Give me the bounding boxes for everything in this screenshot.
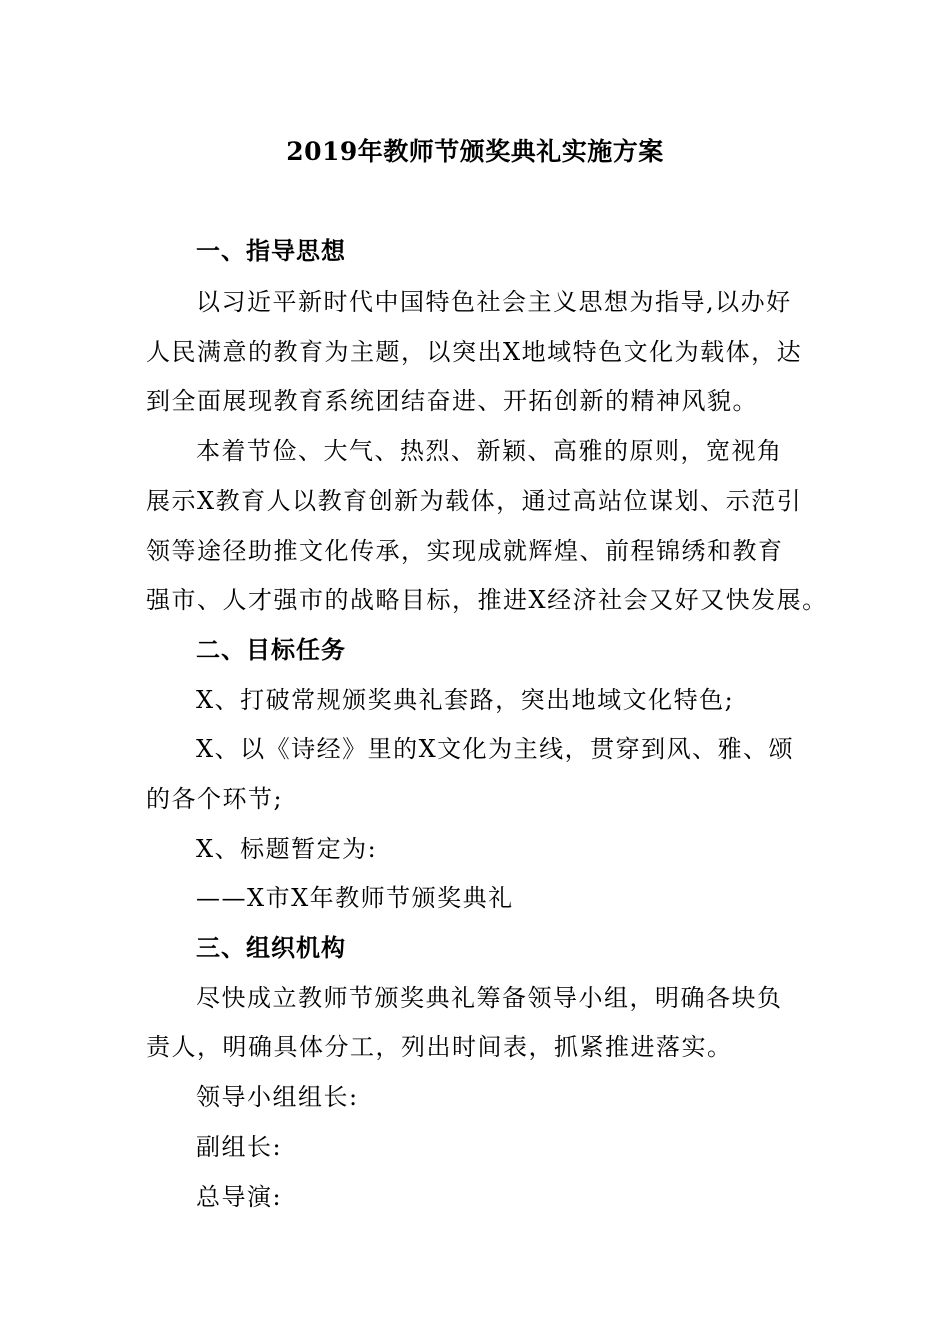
paragraph-line: ——X市X年教师节颁奖典礼 (196, 884, 514, 912)
paragraph-line: X、标题暂定为: (196, 835, 378, 863)
section-heading-organization: 三、组织机构 (196, 933, 346, 962)
paragraph-line: 总导演: (196, 1183, 283, 1211)
paragraph-line: 到全面展现教育系统团结奋进、开拓创新的精神风貌。 (146, 387, 758, 415)
paragraph-line: 人民满意的教育为主题，以突出X地域特色文化为载体，达 (146, 338, 803, 366)
paragraph-line: X、以《诗经》里的X文化为主线，贯穿到风、雅、颂 (196, 735, 795, 763)
paragraph-line: X、打破常规颁奖典礼套路，突出地域文化特色; (196, 686, 735, 714)
paragraph-line: 尽快成立教师节颁奖典礼筹备领导小组，明确各块负 (196, 984, 783, 1012)
document-title: 2019年教师节颁奖典礼实施方案 (286, 137, 664, 166)
paragraph-line: 领等途径助推文化传承，实现成就辉煌、前程锦绣和教育 (146, 537, 784, 565)
paragraph-line: 的各个环节; (146, 785, 284, 813)
section-heading-guiding-ideology: 一、指导思想 (196, 236, 346, 265)
paragraph-line: 副组长: (196, 1133, 283, 1161)
paragraph-line: 领导小组组长: (196, 1083, 359, 1111)
section-heading-goals-tasks: 二、目标任务 (196, 635, 346, 664)
paragraph-line: 本着节俭、大气、热烈、新颖、高雅的原则，宽视角 (196, 437, 783, 465)
paragraph-line: 以习近平新时代中国特色社会主义思想为指导,以办好 (196, 288, 792, 316)
paragraph-line: 责人，明确具体分工，列出时间表，抓紧推进落实。 (146, 1033, 733, 1061)
paragraph-line: 强市、人才强市的战略目标，推进X经济社会又好又快发展。 (146, 586, 828, 614)
paragraph-line: 展示X教育人以教育创新为载体，通过高站位谋划、示范引 (146, 487, 803, 515)
